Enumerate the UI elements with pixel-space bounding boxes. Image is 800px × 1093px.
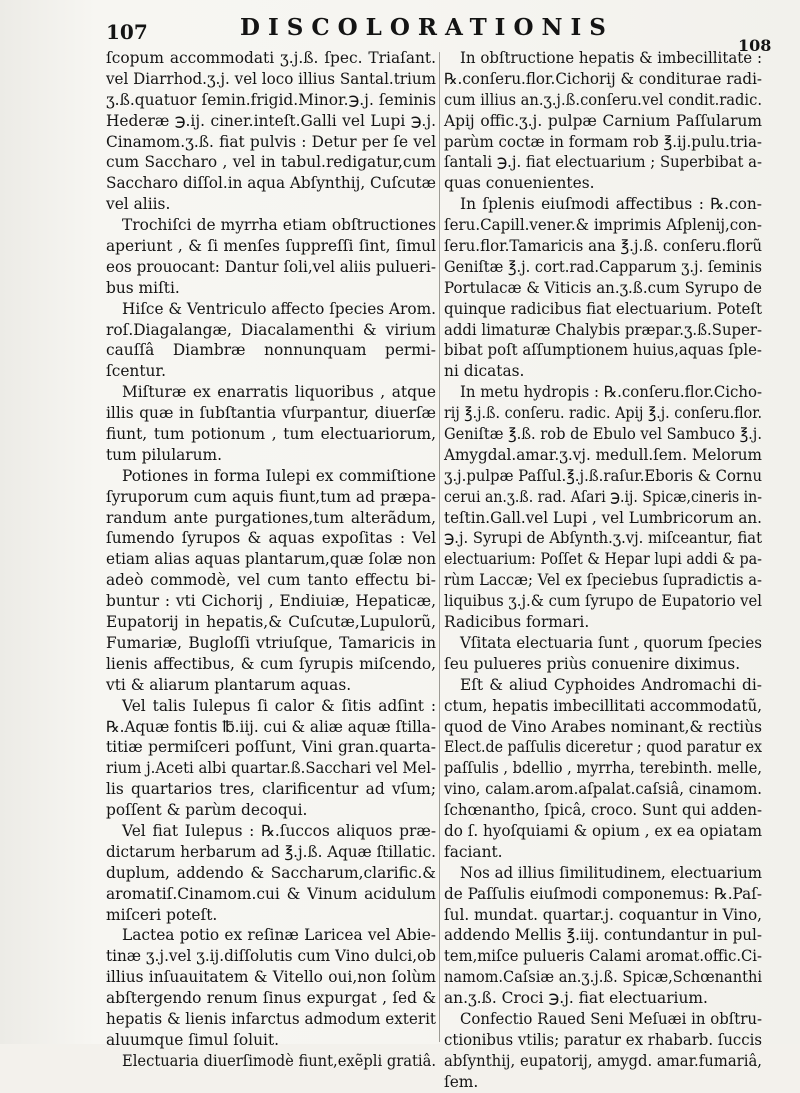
- text-line: Vel talis Iulepus ſi calor & ſitis adſint :: [122, 696, 437, 715]
- text-line: titiæ permiſceri poſſunt, Vini gran.quarta-: [106, 738, 437, 757]
- text-line: randum ante purgationes,tum alterãdum,: [106, 508, 437, 527]
- paragraph: [444, 194, 762, 382]
- text-line: In metu hydropis : ℞.conſeru.flor.Cicho-: [460, 383, 763, 402]
- text-line: aperiunt , & ſi menſes ſuppreſſi ſint, ſimul: [106, 237, 437, 256]
- text-line: ſchœnantho, ſpicâ, croco. Sunt qui adden-: [444, 801, 763, 820]
- text-line: Hederæ ℈.ij. ciner.inteſt.Galli vel Lupi ℈.j.: [106, 111, 436, 130]
- text-line: tem,miſce pulueris Calami aromat.offic.Ci-: [444, 947, 762, 966]
- text-line: tum pilularum.: [106, 445, 223, 464]
- text-line: ʒ.j.pulpæ Paſſul.℥.j.ß.raſur.Eboris & Cornu: [444, 466, 763, 485]
- text-line: ni dicatas.: [444, 362, 525, 381]
- text-line: ℈.j. Syrupi de Abſynth.ʒ.vj. miſceantur, fiat: [444, 529, 762, 548]
- text-line: Eupatorij in hepatis,& Cuſcutæ,Lupulorũ,: [106, 613, 436, 632]
- text-line: dictarum herbarum ad ℥.j.ß. Aquæ ſtillatic.: [106, 842, 436, 861]
- text-line: lis quartarios tres, clarificentur ad vſum;: [106, 780, 437, 799]
- text-line: aromatiſ.Cinamom.cui & Vinum acidulum: [106, 884, 436, 903]
- text-line: quinque radicibus fiat electuarium. Poteſt: [444, 299, 763, 318]
- text-line: Nos ad illius ſimilitudinem, electuarium: [460, 863, 763, 882]
- paragraph: [106, 466, 436, 696]
- text-line: Elect.de paſſulis diceretur ; quod paratur ex: [444, 738, 763, 757]
- paragraph: [106, 215, 436, 299]
- text-line: Potiones in forma Iulepi ex commiſtione: [122, 466, 436, 485]
- paragraph: [106, 821, 436, 925]
- text-line: ſeru.flor.Tamaricis ana ℥.j.ß. conſeru.florũ: [444, 237, 763, 256]
- running-title: DISCOLORATIONIS: [240, 14, 614, 41]
- text-line: cerui an.ʒ.ß. rad. Aſari ℈.ij. Spicæ,cineris in-: [444, 487, 763, 506]
- text-line: adeò commodè, vel cum tanto effectu bi-: [106, 571, 436, 590]
- text-line: Amygdal.amar.ʒ.vj. medull.ſem. Melorum: [444, 445, 762, 464]
- paragraph: [444, 1009, 762, 1093]
- text-line: Vel fiat Iulepus : ℞.ſuccos aliquos præ-: [122, 821, 437, 840]
- text-line: electuarium: Poſſet & Hepar lupi addi & pa-: [444, 550, 762, 569]
- text-line: ſumendo ſyrupos & aquas expoſitas : Vel: [106, 529, 437, 548]
- text-line: In ſplenis eiuſmodi affectibus : ℞.con-: [460, 195, 762, 214]
- text-line: Apij offic.ʒ.j. pulpæ Carnium Paſſularum: [444, 111, 762, 130]
- text-line: rium j.Aceti albi quartar.ß.Sacchari vel Mel-: [106, 759, 436, 778]
- text-line: Lactea potio ex reſinæ Laricea vel Abie-: [122, 926, 437, 945]
- text-line: Eſt & aliud Cyphoides Andromachi di-: [460, 675, 762, 694]
- text-line: miſceri poteſt.: [106, 905, 218, 924]
- text-line: rùm Laccæ; Vel ex ſpeciebus ſupradictis a-: [444, 571, 762, 590]
- paragraph: [444, 675, 762, 863]
- text-line: Radicibus formari.: [444, 613, 590, 632]
- text-line: rij ℥.j.ß. conſeru. radic. Apij ℥.j. conſeru.flor.: [444, 404, 763, 423]
- text-line: ſeu pulueres priùs conuenire diximus.: [444, 654, 741, 673]
- paragraph: [444, 863, 762, 1009]
- text-line: Fumariæ, Bugloſſi vtriuſque, Tamaricis in: [106, 633, 437, 652]
- paragraph: [444, 48, 762, 194]
- text-line: abſynthij, eupatorij, amygd. amar.fumariâ,: [444, 1051, 763, 1070]
- text-line: an.ʒ.ß. Croci ℈.j. fiat electuarium.: [444, 989, 708, 1008]
- text-line: eos prouocant: Dantur ſoli,vel aliis pulueri-: [106, 257, 437, 276]
- paragraph: [106, 382, 436, 466]
- text-line: cum illius an.ʒ.j.ß.conſeru.vel condit.radic.: [444, 90, 762, 109]
- paragraph: [106, 48, 436, 215]
- text-line: ℞.conſeru.flor.Cichorij & conditurae radi-: [444, 69, 763, 88]
- text-line: ſcentur.: [106, 362, 166, 381]
- text-line: fiunt, tum potionum , tum electuariorum,: [106, 425, 436, 444]
- text-line: duplum, addendo & Saccharum,clarific.&: [106, 863, 437, 882]
- text-line: ℞.Aquæ fontis ℔.iij. cui & aliæ aquæ ſtilla-: [106, 717, 436, 736]
- text-line: cum Saccharo , vel in tabul.redigatur,cum: [106, 153, 436, 172]
- page-number-right: 108: [738, 36, 772, 55]
- paragraph: [106, 299, 436, 383]
- text-line: Cinamom.ʒ.ß. fiat pulvis : Detur per ſe vel: [106, 132, 436, 151]
- text-line: Hiſce & Ventriculo affecto ſpecies Arom.: [122, 299, 436, 318]
- text-line: Geniſtæ ℥.j. cort.rad.Capparum ʒ.j. ſeminis: [444, 257, 763, 276]
- text-line: parùm coctæ in formam rob ℥.ij.pulu.tria-: [444, 132, 763, 151]
- paragraph: [106, 1051, 436, 1072]
- text-line: liquibus ʒ.j.& cum ſyrupo de Eupatorio vel: [444, 592, 763, 611]
- text-line: quas conuenientes.: [444, 174, 595, 193]
- text-line: Portulacæ & Viticis an.ʒ.ß.cum Syrupo de: [444, 278, 763, 297]
- text-line: faciant.: [444, 842, 503, 861]
- text-line: bibat poſt aſſumptionem huius,aquas ſple-: [444, 341, 762, 360]
- text-line: Geniſtæ ℥.ß. rob de Ebulo vel Sambuco ℥.j.: [444, 425, 762, 444]
- text-line: ſem.: [444, 1072, 479, 1091]
- text-line: addi limaturæ Chalybis præpar.ʒ.ß.Super-: [444, 320, 762, 339]
- text-line: vel Diarrhod.ʒ.j. vel loco illius Santal.trium: [106, 69, 436, 88]
- text-line: vel aliis.: [106, 195, 171, 214]
- text-line: ctionibus vtilis; paratur ex rhabarb. ſuccis: [444, 1030, 762, 1049]
- text-line: etiam alias aquas plantarum,quæ ſolæ non: [106, 550, 437, 569]
- text-line: Trochiſci de myrrha etiam obſtructiones: [122, 216, 437, 235]
- column-divider: [439, 52, 440, 1042]
- text-line: ſyruporum cum aquis fiunt,tum ad præpa-: [106, 487, 436, 506]
- text-line: In obſtructione hepatis & imbecillitate :: [460, 49, 762, 67]
- paragraph: [106, 925, 436, 1050]
- right-column: [444, 48, 762, 1093]
- text-line: Electuaria diuerſimodè fiunt,exẽpli gratiâ.: [122, 1051, 436, 1070]
- text-line: tinæ ʒ.j.vel ʒ.ij.diſſolutis cum Vino dulci,ob: [106, 947, 437, 966]
- text-line: abſtergendo renum ſinus expurgat , ſed &: [106, 989, 437, 1008]
- page-number-left: 107: [106, 20, 148, 44]
- text-line: ctum, hepatis imbecillitati accommodatũ,: [444, 696, 763, 715]
- text-line: ſantali ℈.j. fiat electuarium ; Superbibat a-: [444, 153, 762, 172]
- text-line: cauſſâ Diambræ nonnunquam permi-: [106, 341, 437, 360]
- text-line: Vſitata electuaria ſunt , quorum ſpecies: [460, 633, 763, 652]
- paragraph: [444, 382, 762, 633]
- text-line: do ſ. hyoſquiami & opium , ex ea opiatam: [444, 821, 762, 840]
- text-line: Confectio Raued Seni Meſuæi in obſtru-: [460, 1009, 763, 1028]
- text-line: illius inſuauitatem & Vitello oui,non ſolùm: [106, 968, 437, 987]
- text-line: bus miſti.: [106, 278, 180, 297]
- text-line: paſſulis , bdellio , myrrha, terebinth. melle,: [444, 759, 762, 778]
- text-line: lienis affectibus, & cum ſyrupis miſcendo,: [106, 654, 437, 673]
- text-line: teſtin.Gall.vel Lupi , vel Lumbricorum an.: [444, 508, 762, 527]
- text-line: ſul. mundat. quartar.j. coquantur in Vino,: [444, 905, 763, 924]
- text-line: buntur : vti Cichorij , Endiuiæ, Hepaticæ,: [106, 592, 437, 611]
- text-line: Miſturæ ex enarratis liquoribus , atque: [122, 383, 436, 402]
- text-line: illis quæ in ſubſtantia vſurpantur, diuerſæ: [106, 404, 436, 423]
- text-line: vino, calam.arom.aſpalat.caſsiâ, cinamom.: [444, 780, 763, 799]
- text-line: quod de Vino Arabes nominant,& rectiùs: [444, 717, 763, 736]
- text-line: Saccharo diſſol.in aqua Abſynthij, Cuſcutæ: [106, 174, 437, 193]
- text-line: vti & aliarum plantarum aquas.: [106, 675, 352, 694]
- text-line: de Paſſulis eiuſmodi componemus: ℞.Paſ-: [444, 884, 762, 903]
- text-line: ʒ.ß.quatuor ſemin.frigid.Minor.℈.j. ſeminis: [106, 90, 436, 109]
- text-line: poſſent & parùm decoqui.: [106, 801, 308, 820]
- page-header: [0, 0, 800, 55]
- left-column: [106, 48, 436, 1072]
- text-line: namom.Caſsiæ an.ʒ.j.ß. Spicæ,Schœnanthi: [444, 968, 762, 987]
- text-line: roſ.Diagalangæ, Diacalamenthi & virium: [106, 320, 436, 339]
- text-line: addendo Mellis ℥.iij. contundantur in pul-: [444, 926, 762, 945]
- text-line: hepatis & lienis infarctus admodum exterit: [106, 1009, 437, 1028]
- text-line: ſcopum accommodati ʒ.j.ß. ſpec. Triaſant.: [106, 49, 436, 67]
- paragraph: [106, 696, 436, 821]
- text-line: aluumque ſimul ſoluit.: [106, 1030, 280, 1049]
- paragraph: [444, 633, 762, 675]
- text-line: ſeru.Capill.vener.& imprimis Aſplenij,con-: [444, 216, 763, 235]
